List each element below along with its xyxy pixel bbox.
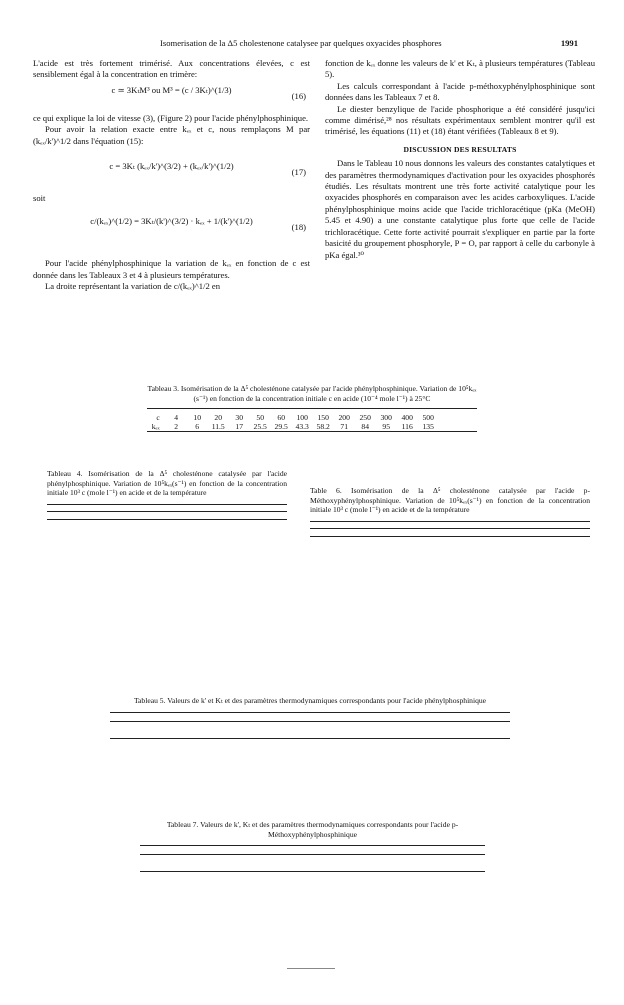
data-table bbox=[110, 712, 510, 739]
table-cell bbox=[510, 528, 550, 533]
column-header bbox=[239, 850, 288, 855]
data-table bbox=[47, 504, 287, 520]
table-cell: 10 bbox=[193, 413, 201, 423]
paragraph: fonction de kₑₓ donne les valeurs de k' et Kₜ, à plusieurs températures (Tableau 5). bbox=[325, 58, 595, 80]
table-row bbox=[110, 733, 510, 739]
table-cell: 4 bbox=[174, 413, 179, 423]
table-cell: 95 bbox=[382, 422, 390, 432]
table-cell bbox=[191, 511, 239, 516]
paragraph: Pour l'acide phénylphosphinique la variation de kₑₓ en fonction de c est donnée dans les Tableaux 3 et 4 à plusieurs températures. bbox=[33, 258, 310, 280]
paragraph: Dans le Tableau 10 nous donnons les valeurs des constantes catalytiques et des paramètres thermodynamiques d'activation pour les oxyacides phosphorés étudiés. Les résultats montrent une très forte activité catalytique pour les oxyacides phosphorés en comparaison avec les acides carboxyliques. L'acide phénylphosphinique moins acide que l'acide trichloracétique (pKa (MeOH) 5.45 et 4.90) a une constante catalytique plus forte que celle de l'acide trichloracétique. Cette forte activité pourrait s'expliquer en partie par la forte basicité du groupement phosphoryle, P = O, par rapport à celle du carbonyle à pKa égal.³⁰ bbox=[325, 158, 595, 260]
column-header bbox=[154, 717, 198, 722]
c-values bbox=[163, 409, 477, 423]
table-cell bbox=[550, 528, 590, 533]
right-column bbox=[325, 58, 595, 261]
table-cell bbox=[239, 511, 287, 516]
header-cell bbox=[386, 850, 435, 855]
table-caption: Table 6. Isomérisation de la Δ⁵ cholesténone catalysée par l'acide p-Méthoxyphénylphosphinique. Variation de 10⁵kₑₓ(s⁻¹) en fonction de la concentration initiale 10³ c (mole l⁻¹) en acide et de la température bbox=[310, 486, 590, 515]
equation-body: c ≃ 3KₜM³ ou M³ = (c / 3Kₜ)^(1/3) bbox=[111, 84, 232, 95]
column-header bbox=[332, 717, 376, 722]
table-4 bbox=[47, 469, 287, 520]
table-cell: 300 bbox=[380, 413, 392, 423]
table-cell bbox=[390, 528, 430, 533]
column-header bbox=[337, 850, 386, 855]
spacer bbox=[110, 733, 154, 739]
column-header bbox=[189, 850, 238, 855]
section-heading: DISCUSSION DES RESULTATS bbox=[403, 144, 517, 154]
table-cell: 29.5 bbox=[274, 422, 288, 432]
table-cell bbox=[350, 528, 390, 533]
table-6 bbox=[310, 486, 590, 537]
table-row bbox=[110, 717, 510, 722]
table-cell: 500 bbox=[422, 413, 434, 423]
table-cell: 250 bbox=[359, 413, 371, 423]
column-header bbox=[377, 717, 421, 722]
table-caption: Tableau 3. Isomérisation de la Δ⁵ cholesténone catalysée par l'acide phénylphosphinique. Variation de 10⁵kₑₓ (s⁻¹) en fonction de la concentration initiale c en acide (10⁻⁴ mole l⁻¹) à 25°C bbox=[147, 384, 477, 403]
table-cell bbox=[470, 528, 510, 533]
table-cell: 6 bbox=[195, 422, 200, 432]
table-row bbox=[140, 860, 485, 866]
equation-18 bbox=[33, 216, 310, 240]
spacer bbox=[47, 516, 95, 520]
table-caption: Tableau 7. Valeurs de k', Kₜ et des paramètres thermodynamiques correspondants pour l'acide p-Méthoxyphénylphosphinique bbox=[166, 820, 459, 839]
table-cell: 58.2 bbox=[316, 422, 330, 432]
column-header bbox=[199, 717, 243, 722]
paragraph: Pour avoir la relation exacte entre kₑₓ et c, nous remplaçons M par (kₑₓ/k')^1/2 dans l'équation (15): bbox=[33, 124, 310, 146]
table-cell: 400 bbox=[401, 413, 413, 423]
data-table bbox=[140, 845, 485, 872]
left-column bbox=[33, 58, 310, 293]
header-cell bbox=[436, 850, 485, 855]
table-row bbox=[310, 533, 590, 537]
equation-body: c/(kₑₓ)^(1/2) = 3Kₜ/(k')^(3/2) · kₑₓ + 1/(k')^(1/2) bbox=[90, 216, 253, 227]
row-label: kₑₓ bbox=[151, 422, 160, 432]
table-cell: 116 bbox=[401, 422, 413, 432]
table-5 bbox=[110, 696, 510, 739]
table-row bbox=[140, 850, 485, 855]
table-cell: 135 bbox=[422, 422, 434, 432]
column-header bbox=[288, 717, 332, 722]
paragraph: Le diester benzylique de l'acide phosphorique a été considéré jusqu'ici comme dimérisé,²⁸ nos résultats expérimentaux semblent montrer qu'il est trimérisé, les équations (11) et (18) étant vérifiées (Tableaux 8 et 9). bbox=[325, 103, 595, 137]
table-cell: 84 bbox=[361, 422, 369, 432]
spacer bbox=[310, 533, 350, 537]
table-cell: 11.5 bbox=[211, 422, 225, 432]
table-cell: 25.5 bbox=[253, 422, 267, 432]
spacer bbox=[140, 866, 189, 872]
table-3 bbox=[147, 384, 477, 435]
running-title: Isomerisation de la Δ5 cholestenone catalysee par quelques oxyacides phosphores bbox=[160, 38, 442, 48]
table-row bbox=[147, 409, 477, 423]
column-header bbox=[243, 717, 287, 722]
table-cell: 71 bbox=[340, 422, 348, 432]
k-values bbox=[163, 422, 477, 432]
equation-16 bbox=[33, 85, 310, 109]
footer-rule bbox=[287, 968, 335, 969]
equation-number: (18) bbox=[291, 222, 306, 233]
equation-body: c = 3Kₜ (kₑₓ/k')^(3/2) + (kₑₓ/k')^(1/2) bbox=[109, 161, 234, 172]
header-cell bbox=[466, 717, 511, 722]
table-cell: 43.3 bbox=[295, 422, 309, 432]
page-number: 1991 bbox=[560, 38, 578, 48]
table-caption: Tableau 4. Isomérisation de la Δ⁵ cholesténone catalysée par l'acide phénylphosphinique. Variation de 10⁵kₑₓ(s⁻¹) en fonction de la concentration initiale 10³ c (mole l⁻¹) en acide et de la température bbox=[47, 469, 287, 498]
table-row bbox=[110, 721, 510, 727]
table-cell: 200 bbox=[338, 413, 350, 423]
paragraph: La droite représentant la variation de c/(kₑₓ)^1/2 en bbox=[45, 281, 221, 292]
table-cell: 50 bbox=[256, 413, 264, 423]
table-row bbox=[47, 516, 287, 520]
paragraph: L'acide est très fortement trimérisé. Aux concentrations élevées, c est sensiblement égal à la concentration en trimère: bbox=[33, 58, 310, 80]
paragraph: soit bbox=[33, 193, 46, 204]
table-cell: 150 bbox=[317, 413, 329, 423]
table-cell: 60 bbox=[277, 413, 285, 423]
row-label: c bbox=[156, 413, 160, 423]
table-cell: 17 bbox=[235, 422, 243, 432]
equation-17 bbox=[33, 161, 310, 185]
table-cell: 20 bbox=[214, 413, 222, 423]
table-cell bbox=[430, 528, 470, 533]
table-cell: 2 bbox=[174, 422, 179, 432]
table-row bbox=[147, 422, 477, 432]
table-cell: 30 bbox=[235, 413, 243, 423]
data-table bbox=[310, 521, 590, 537]
paragraph: Les calculs correspondant à l'acide p-méthoxyphénylphosphinique sont données dans les Tableaux 7 et 8. bbox=[325, 80, 595, 103]
table-row bbox=[310, 528, 590, 533]
table-cell bbox=[143, 511, 191, 516]
table-row bbox=[140, 855, 485, 861]
table-cell: 100 bbox=[296, 413, 308, 423]
header-cell bbox=[421, 717, 465, 722]
table-row bbox=[110, 727, 510, 733]
table-7 bbox=[140, 820, 485, 872]
paragraph: ce qui explique la loi de vitesse (3), (Figure 2) pour l'acide phénylphosphinique. bbox=[33, 112, 309, 123]
table-row bbox=[140, 866, 485, 872]
equation-number: (17) bbox=[291, 167, 306, 178]
table-cell bbox=[95, 511, 143, 516]
table-caption: Tableau 5. Valeurs de k' et Kₜ et des paramètres thermodynamiques correspondants pour l'acide phénylphosphinique bbox=[133, 696, 487, 705]
column-header bbox=[288, 850, 337, 855]
equation-number: (16) bbox=[291, 90, 306, 101]
data-table bbox=[147, 408, 477, 435]
